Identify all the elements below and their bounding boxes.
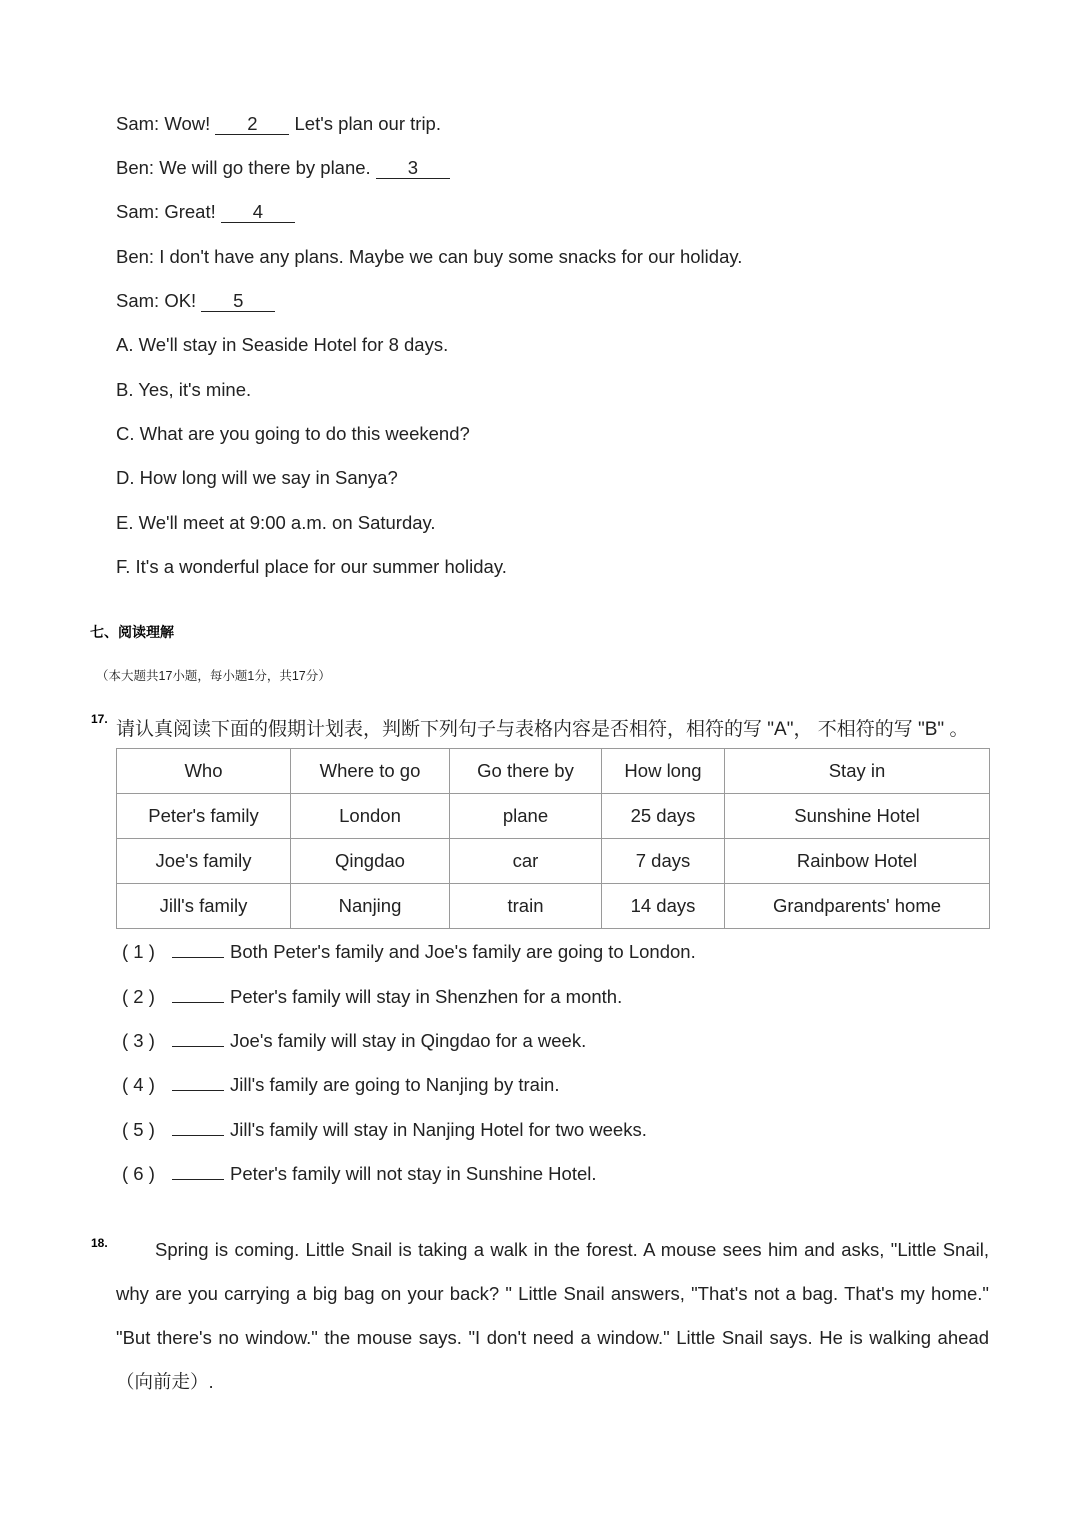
- dialogue-text: Ben: We will go there by plane.: [116, 157, 376, 178]
- table-cell: Qingdao: [291, 839, 450, 884]
- option-b: B. Yes, it's mine.: [116, 379, 252, 400]
- answer-blank[interactable]: [172, 941, 224, 958]
- table-cell: London: [291, 794, 450, 839]
- statement-1: [122, 940, 696, 964]
- statement-text: Joe's family will stay in Qingdao for a week.: [230, 1030, 587, 1051]
- dialogue-text: Ben: I don't have any plans. Maybe we can buy some snacks for our holiday.: [116, 246, 743, 267]
- dialogue-line-5: [116, 289, 275, 313]
- dialogue-text: Sam: Wow!: [116, 113, 216, 134]
- answer-blank[interactable]: [172, 986, 224, 1003]
- table-row: [117, 794, 990, 839]
- option-f: F. It's a wonderful place for our summer holiday.: [116, 556, 507, 577]
- option-d: D. How long will we say in Sanya?: [116, 467, 398, 488]
- statement-text: Jill's family will stay in Nanjing Hotel for two weeks.: [230, 1119, 647, 1140]
- table-cell: Rainbow Hotel: [725, 839, 990, 884]
- statement-number: ( 4 ): [122, 1074, 155, 1095]
- question-17-instruction: 请认真阅读下面的假期计划表，判断下列句子与表格内容是否相符，相符的写 "A"， 不相符的写 "B" 。: [116, 719, 969, 740]
- table-cell: plane: [450, 794, 602, 839]
- table-header-cell: Where to go: [291, 749, 450, 794]
- answer-blank[interactable]: [172, 1074, 224, 1091]
- statement-text: Both Peter's family and Joe's family are going to London.: [230, 941, 696, 962]
- table-cell: Grandparents' home: [725, 884, 990, 929]
- statement-3: [122, 1029, 586, 1053]
- table-row: [117, 839, 990, 884]
- table-header-cell: Go there by: [450, 749, 602, 794]
- table-header-cell: Stay in: [725, 749, 990, 794]
- table-header-cell: How long: [602, 749, 725, 794]
- table-cell: Joe's family: [117, 839, 291, 884]
- dialogue-text: Let's plan our trip.: [289, 113, 441, 134]
- table-cell: train: [450, 884, 602, 929]
- statement-number: ( 1 ): [122, 941, 155, 962]
- answer-blank: 4: [221, 202, 295, 223]
- statement-5: [122, 1118, 647, 1142]
- answer-blank: 3: [376, 158, 450, 179]
- answer-blank[interactable]: [172, 1030, 224, 1047]
- answer-blank: 2: [215, 114, 289, 135]
- dialogue-line-1: [116, 112, 441, 136]
- option-c: C. What are you going to do this weekend?: [116, 423, 470, 444]
- statement-text: Peter's family will stay in Shenzhen for a month.: [230, 986, 623, 1007]
- table-header-cell: Who: [117, 749, 291, 794]
- answer-blank[interactable]: [172, 1119, 224, 1136]
- statement-number: ( 3 ): [122, 1030, 155, 1051]
- reading-passage: Spring is coming. Little Snail is taking a walk in the forest. A mouse sees him and asks, "Little Snail, why are you carrying a big bag on your back? " Little Snail answers, "That's not a bag. That's my home." "But there's no window." the mouse says. "I don't need a window." Little Snail says. He is walking ahead（向前走）.: [116, 1239, 989, 1392]
- holiday-plan-table: [116, 748, 990, 929]
- table-cell: Peter's family: [117, 794, 291, 839]
- table-cell: Sunshine Hotel: [725, 794, 990, 839]
- statement-text: Peter's family will not stay in Sunshine Hotel.: [230, 1163, 597, 1184]
- table-row: [117, 884, 990, 929]
- option-a: A. We'll stay in Seaside Hotel for 8 days.: [116, 334, 449, 355]
- dialogue-line-3: [116, 200, 295, 224]
- statement-number: ( 5 ): [122, 1119, 155, 1140]
- statement-6: [122, 1162, 597, 1186]
- question-number-18: 18.: [91, 1236, 108, 1250]
- table-cell: 14 days: [602, 884, 725, 929]
- option-e: E. We'll meet at 9:00 a.m. on Saturday.: [116, 512, 436, 533]
- table-cell: Nanjing: [291, 884, 450, 929]
- table-cell: Jill's family: [117, 884, 291, 929]
- statement-number: ( 2 ): [122, 986, 155, 1007]
- section-note: （本大题共17小题，每小题1分，共17分）: [96, 669, 331, 683]
- dialogue-line-4: [116, 245, 742, 269]
- statement-number: ( 6 ): [122, 1163, 155, 1184]
- table-cell: 25 days: [602, 794, 725, 839]
- section-title: 七、阅读理解: [90, 624, 174, 640]
- question-number-17: 17.: [91, 712, 108, 726]
- dialogue-text: Sam: OK!: [116, 290, 202, 311]
- table-header-row: [117, 749, 990, 794]
- statement-4: [122, 1073, 560, 1097]
- statement-text: Jill's family are going to Nanjing by train.: [230, 1074, 560, 1095]
- dialogue-line-2: [116, 156, 450, 180]
- dialogue-text: Sam: Great!: [116, 201, 221, 222]
- answer-blank[interactable]: [172, 1163, 224, 1180]
- statement-2: [122, 985, 622, 1009]
- table-cell: car: [450, 839, 602, 884]
- answer-blank: 5: [201, 291, 275, 312]
- table-cell: 7 days: [602, 839, 725, 884]
